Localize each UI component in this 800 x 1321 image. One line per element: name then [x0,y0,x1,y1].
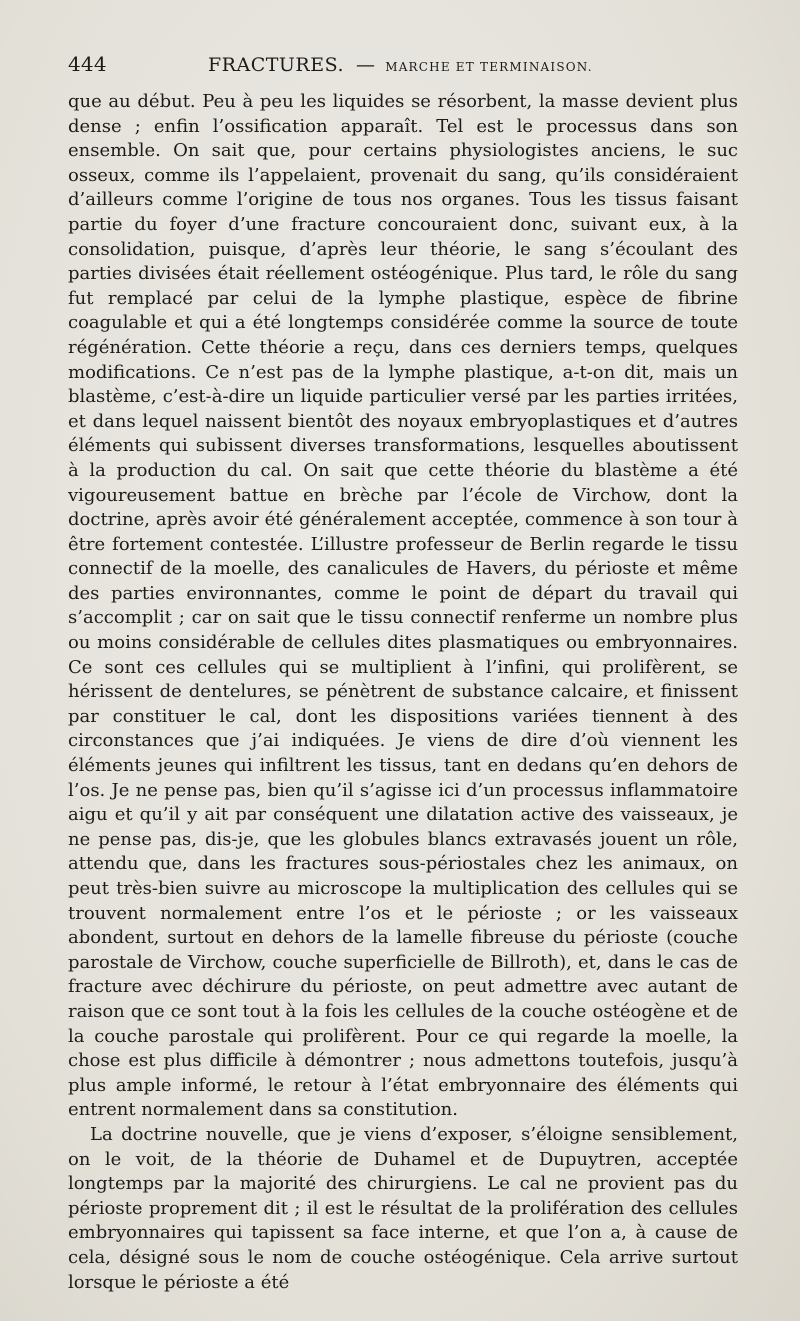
title-separator: — [356,54,376,76]
running-subtitle: MARCHE ET TERMINAISON. [385,60,593,74]
paragraph-2: La doctrine nouvelle, que je viens d’exposer, s’éloigne sensiblement, on le voit, de la théorie de Duhamel et de Dupuytren, acceptée longtemps par la majorité des chirurgiens. Le cal ne provient pas du périoste proprement dit ; il est le résultat de la prolifération des cellules embryonnaires qui tapissent sa face interne, et que l’on a, à cause de cela, désigné sous le nom de couche ostéogénique. Cela arrive surtout lorsque le périoste a été [68,1123,738,1293]
running-header [68,52,738,90]
page-number: 444 [68,52,107,76]
body-text [68,90,738,1295]
paragraph-1: que au début. Peu à peu les liquides se résorbent, la masse devient plus dense ; enfin l’ossification apparaît. Tel est le processus dans son ensemble. On sait que, pour certains physiologistes anciens, le suc osseux, comme ils l’appelaient, provenait du sang, qu’ils considéraient d’ailleurs comme l’origine de tous nos organes. Tous les tissus faisant partie du foyer d’une fracture concouraient donc, suivant eux, à la consolidation, puisque, d’après leur théorie, le sang s’écoulant des parties divisées était réellement ostéogénique. Plus tard, le rôle du sang fut remplacé par celui de la lymphe plastique, espèce de fibrine coagulable et qui a été longtemps considérée comme la source de toute régénération. Cette théorie a reçu, dans ces derniers temps, quelques modifications. Ce n’est pas de la lymphe plastique, a-t-on dit, mais un blastème, c’est-à-dire un liquide particulier versé par les parties irritées, et dans lequel naissent bientôt des noyaux embryoplastiques et d’autres éléments qui subissent diverses transformations, lesquelles aboutissent à la production du cal. On sait que cette théorie du blastème a été vigoureusement battue en brèche par l’école de Virchow, dont la doctrine, après avoir été généralement acceptée, commence à son tour à être fortement contestée. L’illustre professeur de Berlin regarde le tissu connectif de la moelle, des canalicules de Havers, du périoste et même des parties environnantes, comme le point de départ du travail qui s’accomplit ; car on sait que le tissu connectif renferme un nombre plus ou moins considérable de cellules dites plasmatiques ou embryonnaires. Ce sont ces cellules qui se multiplient à l’infini, qui prolifèrent, se hérissent de dentelures, se pénètrent de substance calcaire, et finissent par constituer le cal, dont les dispositions variées tiennent à des circonstances que j’ai indiquées. Je viens de dire d’où viennent les éléments jeunes qui infiltrent les tissus, tant en dedans qu’en dehors de l’os. Je ne pense pas, bien qu’il s’agisse ici d’un processus inflammatoire aigu et qu’il y ait par conséquent une dilatation active des vaisseaux, je ne pense pas, dis-je, que les globules blancs extravasés jouent un rôle, attendu que, dans les fractures sous-périostales chez les animaux, on peut très-bien suivre au microscope la multiplication des cellules qui se trouvent normalement entre l’os et le périoste ; or les vaisseaux abondent, surtout en dehors de la lamelle fibreuse du périoste (couche parostale de Virchow, couche superficielle de Billroth), et, dans le cas de fracture avec déchirure du périoste, on peut admettre avec autant de raison que ce sont tout à la fois les cellules de la couche ostéogène et de la couche parostale qui prolifèrent. Pour ce qui regarde la moelle, la chose est plus difficile à démontrer ; nous admettons toutefois, jusqu’à plus ample informé, le retour à l’état embryonnaire des éléments qui entrent normalement dans sa constitution. [68,91,738,1121]
running-title: FRACTURES. [208,54,344,76]
